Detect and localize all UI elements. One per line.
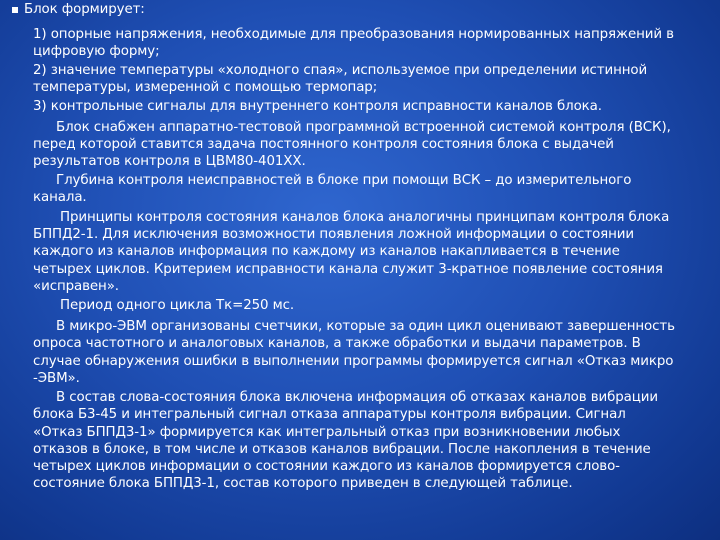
text-line: В состав слова-состояния блока включена информация об отказах каналов вибрации (56, 390, 658, 405)
text-line: 3) контрольные сигналы для внутреннего контроля исправности каналов блока. (33, 99, 602, 114)
bullet-square-icon (12, 7, 18, 13)
text-line: четырех циклов информации о состоянии каждого из каналов формируется слово- (33, 459, 620, 474)
text-line: Глубина контроля неисправностей в блоке при помощи ВСК – до измерительного (56, 173, 632, 188)
text-line: перед которой ставится задача постоянного контроля состояния блока с выдачей (33, 137, 614, 152)
text-line: каждого из каналов информация по каждому из каналов накапливается в течение (33, 244, 620, 259)
text-line: четырех циклов. Критерием исправности канала служит 3-кратное появление состояния (33, 262, 663, 277)
text-line: опроса частотного и аналоговых каналов, а также обработки и выдачи параметров. В (33, 336, 641, 351)
text-line: Принципы контроля состояния каналов блока аналогичны принципам контроля блока (60, 210, 670, 225)
text-line: Период одного цикла Тк=250 мс. (60, 298, 295, 313)
text-line: 1) опорные напряжения, необходимые для преобразования нормированных напряжений в (33, 27, 674, 42)
text-line: случае обнаружения ошибки в выполнении программы формируется сигнал «Отказ микро (33, 354, 674, 369)
text-line: Блок формирует: (24, 2, 145, 17)
text-line: температуры, измеренной с помощью термопар; (33, 80, 378, 95)
text-line: отказов в блоке, в том числе и отказов каналов вибрации. После накопления в течение (33, 442, 651, 457)
text-line: результатов контроля в ЦВМ80-401ХХ. (33, 154, 306, 169)
text-line: В микро-ЭВМ организованы счетчики, которые за один цикл оценивают завершенность (56, 319, 675, 334)
text-line: БППД2-1. Для исключения возможности появления ложной информации о состоянии (33, 227, 634, 242)
text-line: цифровую форму; (33, 44, 160, 59)
text-line: канала. (33, 190, 87, 205)
text-line: «Отказ БППД3-1» формируется как интегральный отказ при возникновении любых (33, 425, 621, 440)
text-line: Блок снабжен аппаратно-тестовой программной встроенной системой контроля (ВСК), (56, 120, 671, 135)
text-line: блока Б3-45 и интегральный сигнал отказа аппаратуры контроля вибрации. Сигнал (33, 407, 626, 422)
text-line: состояние блока БППД3-1, состав которого приведен в следующей таблице. (33, 476, 573, 491)
text-line: 2) значение температуры «холодного спая», используемое при определении истинной (33, 63, 648, 78)
text-line: -ЭВМ». (33, 371, 80, 386)
text-line: «исправен». (33, 279, 119, 294)
